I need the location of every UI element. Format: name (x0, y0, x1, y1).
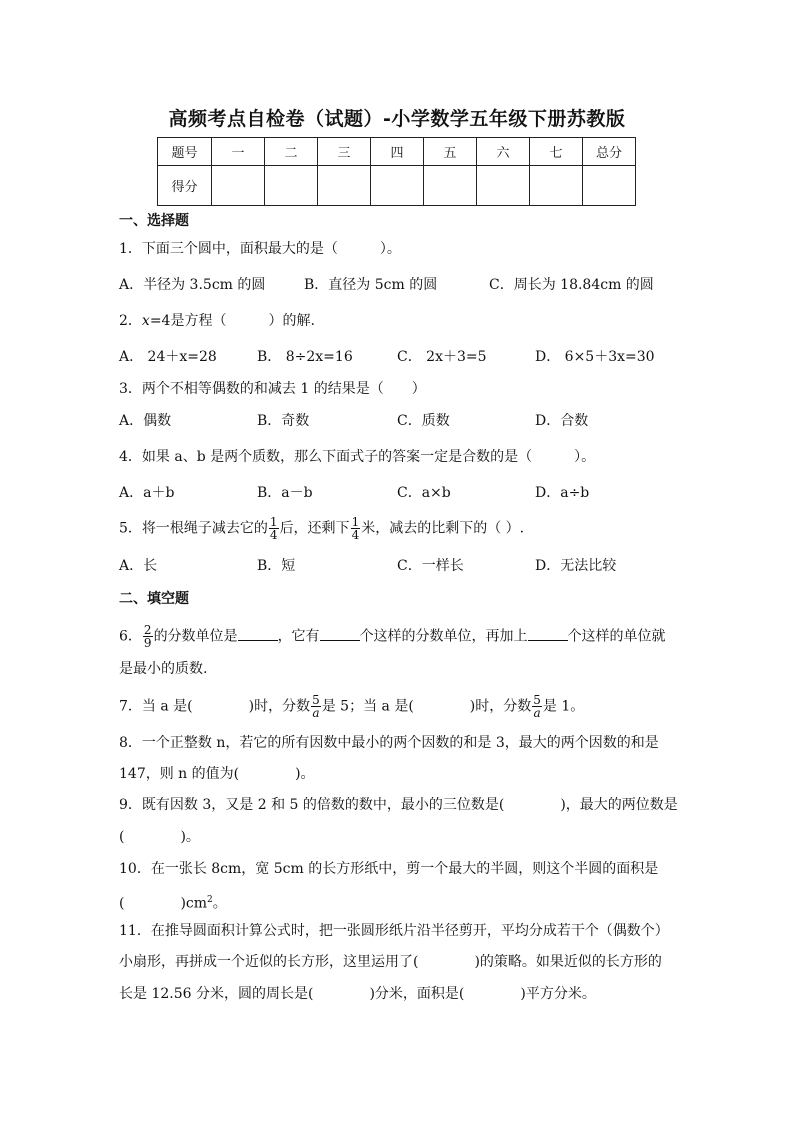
q7-fraction-1 (311, 694, 321, 719)
score-cell-empty (583, 166, 636, 206)
q5-text-1: 5．将一根绳子减去它的 (119, 520, 268, 537)
q1-option-b: B．直径为 5cm 的圆 (304, 277, 438, 293)
score-cell-header: 题号 (158, 138, 212, 166)
q7-fraction-1-denominator: a (312, 706, 320, 720)
score-cell-header: 七 (530, 138, 583, 166)
score-cell-empty (371, 166, 424, 206)
q7-fraction-2-denominator: a (533, 706, 541, 720)
score-cell-empty (477, 166, 530, 206)
question-7 (119, 694, 584, 719)
q6-text-3: 个这样的分数单位，再加上 (359, 628, 528, 645)
q4-option-d: D．a÷b (535, 485, 590, 501)
score-table-score-row (158, 166, 636, 206)
q10-superscript: 2 (207, 895, 213, 905)
q6-fraction-denominator: 9 (143, 636, 152, 650)
question-4: 4．如果 a、b 是两个质数，那么下面式子的答案一定是合数的是（ ）。 (119, 449, 596, 465)
score-cell-header: 五 (424, 138, 477, 166)
q2-option-b: B． 8÷2x=16 (257, 349, 353, 365)
q6-blank-2[interactable] (320, 626, 360, 641)
score-cell-header: 二 (265, 138, 318, 166)
score-cell-empty (265, 166, 318, 206)
question-9: 9．既有因数 3，又是 2 和 5 的倍数的数中，最小的三位数是( )，最大的两位数是 (119, 797, 678, 813)
q5-fraction-1-denominator: 4 (269, 528, 278, 542)
q4-option-c: C．a×b (397, 485, 451, 501)
question-8: 8．一个正整数 n，若它的所有因数中最小的两个因数的和是 3，最大的两个因数的和是 (119, 735, 659, 751)
q5-text-2: 后，还剩下 (279, 520, 350, 537)
score-cell-header: 四 (371, 138, 424, 166)
q6-blank-1[interactable] (238, 626, 278, 641)
page-title: 高频考点自检卷（试题）-小学数学五年级下册苏教版 (168, 108, 626, 130)
q5-fraction-1-numerator: 1 (269, 515, 278, 529)
q5-fraction-2-denominator: 4 (351, 528, 360, 542)
score-cell-header: 一 (212, 138, 265, 166)
q10-end: 。 (212, 895, 227, 912)
q3-option-d: D．合数 (535, 413, 589, 429)
q6-text-4: 个这样的单位就 (567, 628, 666, 645)
q2-option-d: D． 6×5＋3x=30 (535, 349, 655, 365)
score-cell-empty (318, 166, 371, 206)
q6-text-2: ，它有 (277, 628, 320, 645)
q7-fraction-1-numerator: 5 (312, 693, 320, 707)
q10-text: ( )cm (119, 895, 208, 912)
q7-text-3: 是 1。 (542, 698, 585, 715)
score-cell-empty (530, 166, 583, 206)
question-6 (119, 624, 666, 649)
question-6-line-2: 是最小的质数. (119, 661, 208, 677)
q6-fraction (143, 624, 153, 649)
q2-text: =4是方程（ ）的解. (149, 313, 315, 329)
q3-option-b: B．奇数 (257, 413, 310, 429)
q4-option-b: B．a－b (257, 485, 313, 501)
score-cell-empty (212, 166, 265, 206)
question-10: 10．在一张长 8cm，宽 5cm 的长方形纸中，剪一个最大的半圆，则这个半圆的面积是 (119, 861, 659, 877)
score-cell-header: 三 (318, 138, 371, 166)
q7-text-1: 7．当 a 是( )时，分数 (119, 698, 311, 715)
score-table (157, 137, 636, 206)
q6-blank-3[interactable] (528, 626, 568, 641)
q5-fraction-2-numerator: 1 (351, 515, 360, 529)
q5-option-d: D．无法比较 (535, 558, 617, 574)
q7-fraction-2-numerator: 5 (533, 693, 541, 707)
q2-option-c: C． 2x＋3=5 (397, 349, 487, 365)
q5-text-3: 米，减去的比剩下的（ ）. (361, 520, 525, 537)
question-8-line-2: 147，则 n 的值为( )。 (119, 766, 315, 782)
q5-option-a: A．长 (119, 558, 158, 574)
question-1: 1．下面三个圆中，面积最大的是（ ）。 (119, 241, 401, 257)
section-heading-fill: 二、填空题 (119, 591, 189, 607)
q5-fraction-1 (269, 516, 279, 541)
score-table-header-row (158, 138, 636, 166)
q1-option-c: C．周长为 18.84cm 的圆 (489, 277, 654, 293)
q6-fraction-numerator: 2 (143, 623, 152, 637)
score-row-label: 得分 (158, 166, 212, 206)
score-cell-empty (424, 166, 477, 206)
q1-option-a: A．半径为 3.5cm 的圆 (119, 277, 266, 293)
q2-number: 2． (119, 313, 142, 329)
q3-option-c: C．质数 (397, 413, 450, 429)
section-heading-choice: 一、选择题 (119, 213, 189, 229)
score-cell-header: 总分 (583, 138, 636, 166)
question-10-line-2 (119, 891, 227, 913)
question-3: 3．两个不相等偶数的和减去 1 的结果是（ ） (119, 381, 426, 397)
q7-text-2: 是 5；当 a 是( )时，分数 (321, 698, 532, 715)
question-11: 11．在推导圆面积计算公式时，把一张圆形纸片沿半径剪开，平均分成若干个（偶数个） (119, 923, 669, 939)
q7-fraction-2 (532, 694, 542, 719)
question-5 (119, 516, 524, 541)
q2-option-a: A． 24＋x=28 (119, 349, 217, 365)
q2-variable: x (141, 313, 150, 329)
q6-text-1: 的分数单位是 (153, 628, 238, 645)
score-cell-header: 六 (477, 138, 530, 166)
q5-option-b: B．短 (257, 558, 296, 574)
q5-fraction-2 (351, 516, 361, 541)
q5-option-c: C．一样长 (397, 558, 464, 574)
q6-number: 6． (119, 628, 142, 645)
question-9-line-2: ( )。 (119, 829, 200, 845)
question-11-line-2: 小扇形，再拼成一个近似的长方形，这里运用了( )的策略。如果近似的长方形的 (119, 954, 662, 970)
q3-option-a: A．偶数 (119, 413, 172, 429)
question-2 (119, 312, 315, 330)
q4-option-a: A．a＋b (119, 485, 175, 501)
question-11-line-3: 长是 12.56 分米，圆的周长是( )分米，面积是( )平方分米。 (119, 986, 596, 1002)
